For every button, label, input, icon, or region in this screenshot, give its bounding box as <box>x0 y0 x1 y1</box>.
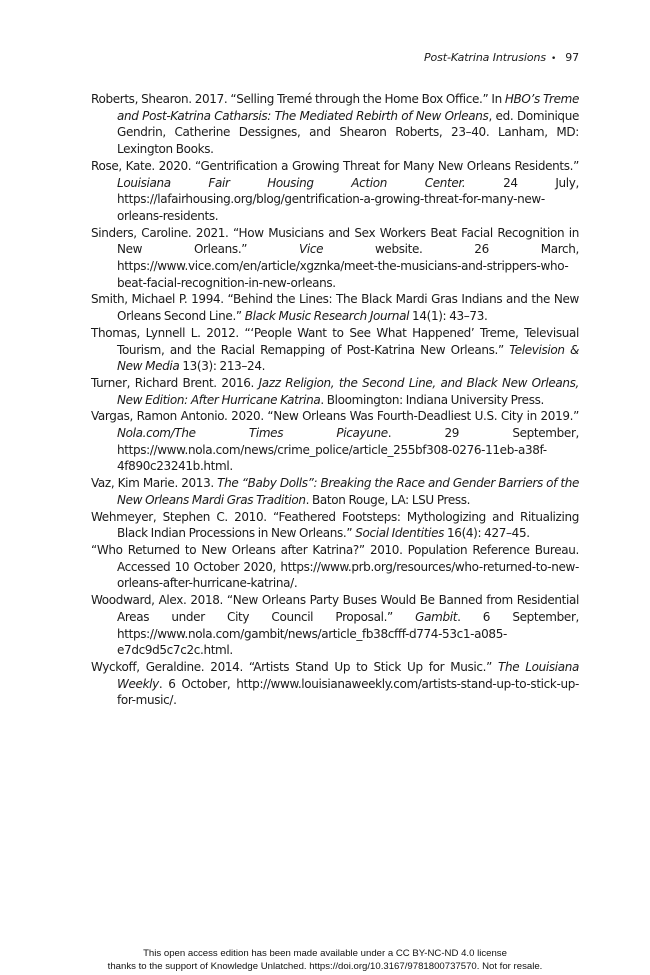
page-number: 97 <box>565 51 579 64</box>
reference-entry: Vargas, Ramon Antonio. 2020. “New Orleans Was Fourth-Deadliest U.S. City in 2019.” Nola.com/The Times Picayune. 29 September, https://www.nola.com/news/crime_police/article_255bf308-0276-11eb-a38f-4f890c23241b.html. <box>91 409 579 474</box>
reference-entry: Wehmeyer, Stephen C. 2010. “Feathered Footsteps: Mythologizing and Ritualizing Black Indian Processions in New Orleans.” Social Identities 16(4): 427–45. <box>91 509 579 541</box>
reference-entry: Sinders, Caroline. 2021. “How Musicians and Sex Workers Beat Facial Recognition in New Orleans.” Vice website. 26 March, https://www.vice.com/en/article/xgznka/meet-the-musicians-and-strippers-who-beat-facial-recognition-in-new-orleans. <box>91 225 580 290</box>
header-bullet: • <box>550 54 557 64</box>
reference-entry: “Who Returned to New Orleans after Katrina?” 2010. Population Reference Bureau. Accessed 10 October 2020, https://www.prb.org/resources/who-returned-to-new-orleans-after-hurricane-katrina/. <box>91 542 579 591</box>
reference-entry: Thomas, Lynnell L. 2012. “‘People Want to See What Happened’ Treme, Televisual Tourism, and the Racial Remapping of Post-Katrina New Orleans.” Television & New Media 13(3): 213–24. <box>91 325 580 374</box>
license-line-1: This open access edition has been made available under a CC BY-NC-ND 4.0 license <box>143 948 507 959</box>
reference-entry: Wyckoff, Geraldine. 2014. “Artists Stand Up to Stick Up for Music.” The Louisiana Weekly. 6 October, http://www.louisianaweekly.com/artists-stand-up-to-stick-up-for-music/. <box>91 659 580 708</box>
reference-entry: Vaz, Kim Marie. 2013. The “Baby Dolls”: Breaking the Race and Gender Barriers of the New Orleans Mardi Gras Tradition. Baton Rouge, LA: LSU Press. <box>91 476 579 507</box>
reference-entry: Woodward, Alex. 2018. “New Orleans Party Buses Would Be Banned from Residential Areas under City Council Proposal.” Gambit. 6 September, https://www.nola.com/gambit/news/article_fb38cfff-d774-53c1-a085-e7dc9d5c7c2c.html. <box>91 593 579 658</box>
running-header <box>424 51 579 64</box>
reference-entry: Rose, Kate. 2020. “Gentrification a Growing Threat for Many New Orleans Residents.” Louisiana Fair Housing Action Center. 24 July, https://lafairhousing.org/blog/gentrification-a-growing-threat-for-many-new-orleans-residents. <box>91 158 579 223</box>
reference-list <box>91 91 579 709</box>
reference-entry: Roberts, Shearon. 2017. “Selling Tremé through the Home Box Office.” In HBO’s Treme and Post-Katrina Catharsis: The Mediated Rebirth of New Orleans, ed. Dominique Gendrin, Catherine Dessignes, and Shearon Roberts, 23–40. Lanham, MD: Lexington Books. <box>91 92 579 157</box>
running-title: Post-Katrina Intrusions <box>423 51 546 64</box>
reference-entry: Smith, Michael P. 1994. “Behind the Lines: The Black Mardi Gras Indians and the New Orleans Second Line.” Black Music Research Journal 14(1): 43–73. <box>91 292 579 324</box>
reference-entry: Turner, Richard Brent. 2016. Jazz Religion, the Second Line, and Black New Orleans, New Edition: After Hurricane Katrina. Bloomington: Indiana University Press. <box>91 375 579 407</box>
license-footer <box>0 948 650 973</box>
license-line-2: thanks to the support of Knowledge Unlatched. https://doi.org/10.3167/9781800737570. Not for resale. <box>107 960 543 972</box>
